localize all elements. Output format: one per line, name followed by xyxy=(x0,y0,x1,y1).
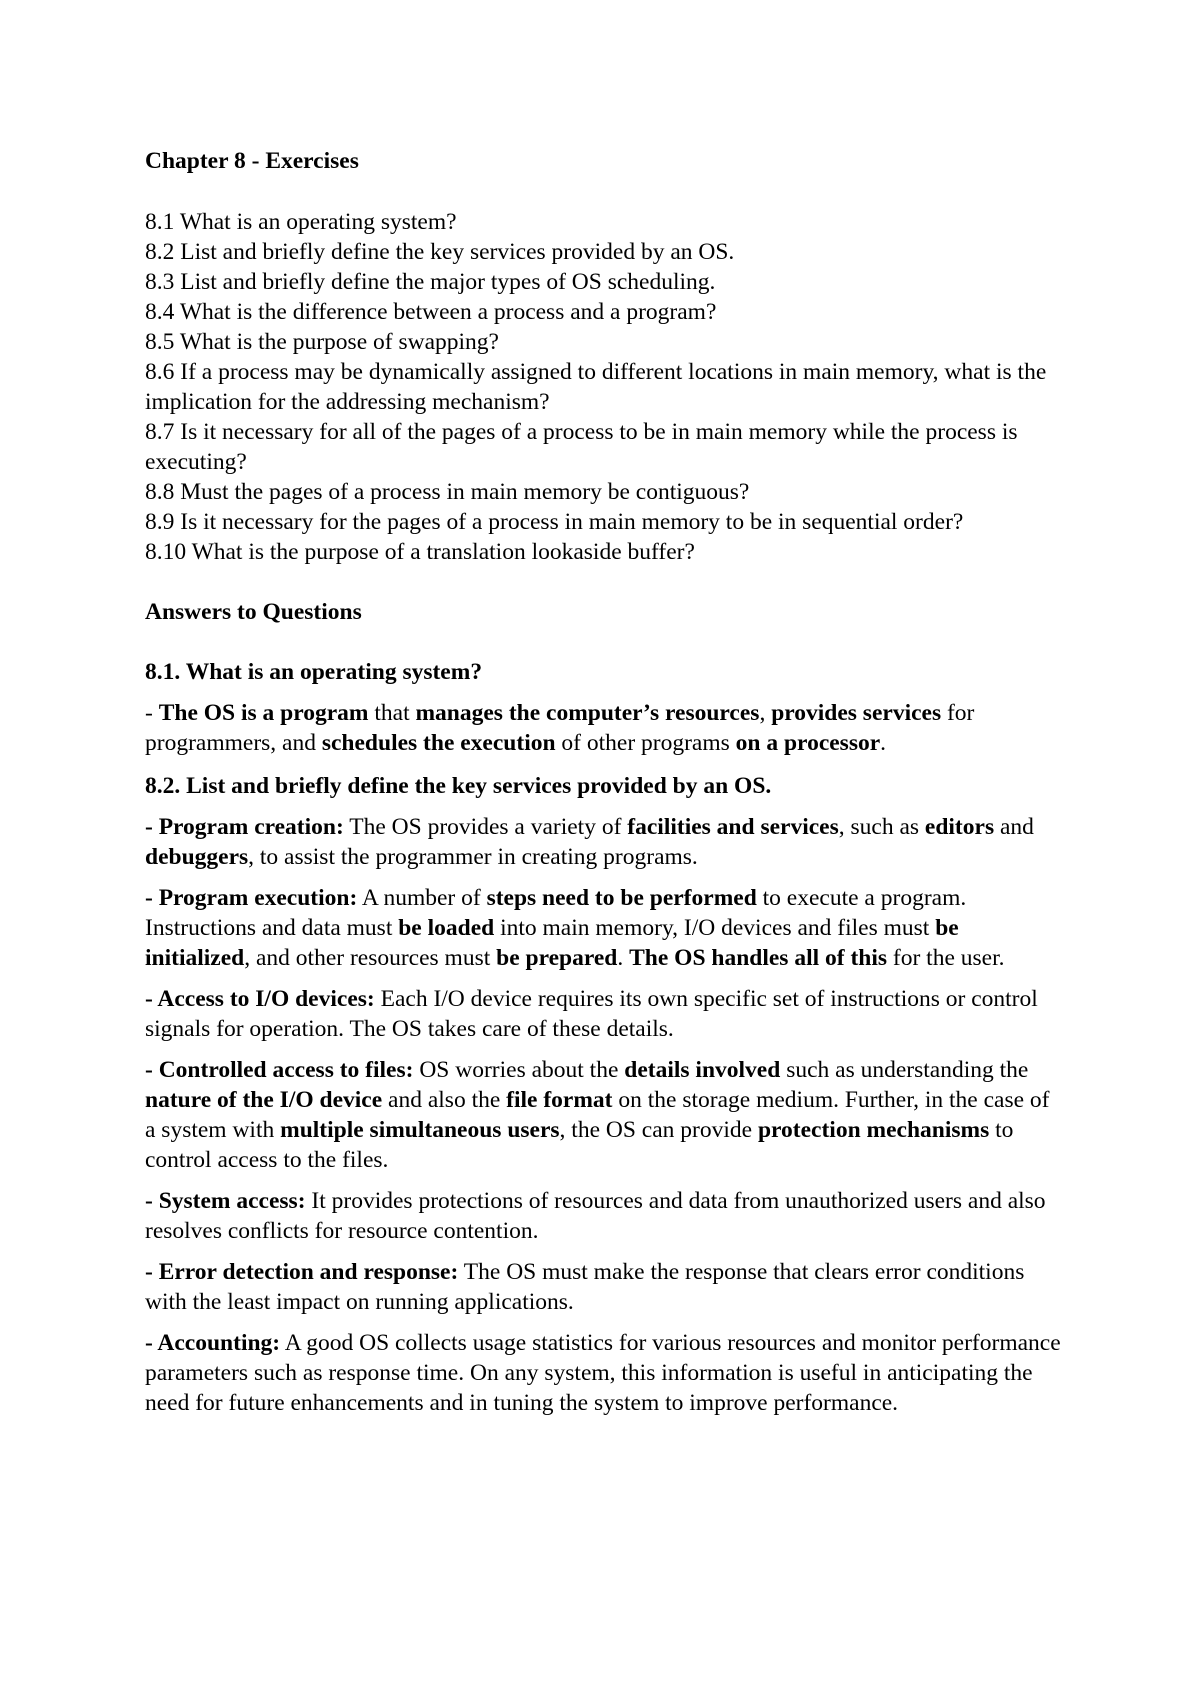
text-run: to control access to the files. xyxy=(145,1117,1014,1173)
bold-run: facilities and services xyxy=(627,814,839,840)
text-run: that xyxy=(368,700,416,726)
text-run: for programmers, and xyxy=(145,700,975,756)
text-run: - xyxy=(145,700,159,726)
document-page xyxy=(145,146,1065,1429)
service-label: - Accounting: xyxy=(145,1330,281,1356)
bold-run: be initialized xyxy=(145,915,959,971)
exercise-item: 8.4 What is the difference between a process and a program? xyxy=(145,299,717,325)
service-program-creation xyxy=(145,812,1065,872)
answers-heading: Answers to Questions xyxy=(145,599,362,625)
text-run: A number of xyxy=(357,885,487,911)
exercise-item: 8.1 What is an operating system? xyxy=(145,209,457,235)
text-run: on the storage medium. Further, in the case of a system with xyxy=(145,1087,1050,1143)
service-label: - Controlled access to files: xyxy=(145,1057,414,1083)
answer-8-1-paragraph xyxy=(145,698,1065,758)
text-run: into main memory, I/O devices and files must xyxy=(494,915,936,941)
text-run: , the OS can provide xyxy=(559,1117,758,1143)
answer-question-8-1: 8.1. What is an operating system? xyxy=(145,659,483,685)
text-run: , to assist the programmer in creating programs. xyxy=(248,844,698,870)
bold-run: nature of the I/O device xyxy=(145,1087,383,1113)
text-run: It provides protections of resources and data from unauthorized users and also resolves conflicts for resource contention. xyxy=(145,1188,1046,1244)
text-run: , xyxy=(759,700,772,726)
exercise-item: 8.3 List and briefly define the major types of OS scheduling. xyxy=(145,269,716,295)
exercise-item: 8.10 What is the purpose of a translation lookaside buffer? xyxy=(145,539,695,565)
text-run: . xyxy=(617,945,630,971)
text-run: OS worries about the xyxy=(413,1057,625,1083)
bold-run: be prepared xyxy=(496,945,618,971)
bold-run: provides services xyxy=(771,700,942,726)
answer-question-8-2: 8.2. List and briefly define the key services provided by an OS. xyxy=(145,773,772,799)
bold-run: file format xyxy=(506,1087,613,1113)
text-run: Each I/O device requires its own specific set of instructions or control signals for operation. The OS takes care of these details. xyxy=(145,986,1038,1042)
bold-run: editors xyxy=(924,814,995,840)
exercise-item: 8.6 If a process may be dynamically assigned to different locations in main memory, what is the implication for the addressing mechanism? xyxy=(145,359,1047,415)
bold-run: manages the computer’s resources xyxy=(415,700,760,726)
text-run: and also the xyxy=(382,1087,507,1113)
text-run: The OS must make the response that clears error conditions with the least impact on running applications. xyxy=(145,1259,1025,1315)
bold-run: The OS is a program xyxy=(158,700,369,726)
bold-run: schedules the execution xyxy=(321,730,556,756)
exercise-item: 8.7 Is it necessary for all of the pages of a process to be in main memory while the process is executing? xyxy=(145,419,1018,475)
text-run: to execute a program. Instructions and data must xyxy=(145,885,967,941)
service-io-access xyxy=(145,984,1065,1044)
service-program-execution xyxy=(145,883,1065,973)
text-run: of other programs xyxy=(555,730,736,756)
service-label: - Program creation: xyxy=(145,814,344,840)
service-label: - Access to I/O devices: xyxy=(145,986,375,1012)
text-run: , and other resources must xyxy=(244,945,497,971)
exercise-item: 8.9 Is it necessary for the pages of a process in main memory to be in sequential order? xyxy=(145,509,964,535)
service-label: - System access: xyxy=(145,1188,306,1214)
bold-run: be loaded xyxy=(398,915,495,941)
service-label: - Error detection and response: xyxy=(145,1259,459,1285)
service-accounting xyxy=(145,1328,1065,1418)
service-file-access xyxy=(145,1055,1065,1175)
bold-run: details involved xyxy=(624,1057,781,1083)
text-run: , such as xyxy=(838,814,925,840)
text-run: The OS provides a variety of xyxy=(343,814,628,840)
bold-run: protection mechanisms xyxy=(757,1117,990,1143)
bold-run: on a processor xyxy=(735,730,881,756)
text-run: and xyxy=(994,814,1034,840)
bold-run: steps need to be performed xyxy=(486,885,757,911)
bold-run: multiple simultaneous users xyxy=(280,1117,560,1143)
text-run: for the user. xyxy=(887,945,1005,971)
exercise-item: 8.8 Must the pages of a process in main memory be contiguous? xyxy=(145,479,750,505)
text-run: A good OS collects usage statistics for various resources and monitor performance parameters such as response time. On any system, this information is useful in anticipating the need for future enhancements and in tuning the system to improve performance. xyxy=(145,1330,1061,1416)
bold-run: debuggers xyxy=(145,844,249,870)
exercise-item: 8.2 List and briefly define the key services provided by an OS. xyxy=(145,239,735,265)
service-system-access xyxy=(145,1186,1065,1246)
exercise-item: 8.5 What is the purpose of swapping? xyxy=(145,329,499,355)
text-run: such as understanding the xyxy=(780,1057,1029,1083)
service-label: - Program execution: xyxy=(145,885,358,911)
exercise-list xyxy=(145,207,1065,567)
bold-run: The OS handles all of this xyxy=(629,945,888,971)
text-run: . xyxy=(880,730,887,756)
chapter-title: Chapter 8 - Exercises xyxy=(145,148,359,174)
service-error-detection xyxy=(145,1257,1065,1317)
